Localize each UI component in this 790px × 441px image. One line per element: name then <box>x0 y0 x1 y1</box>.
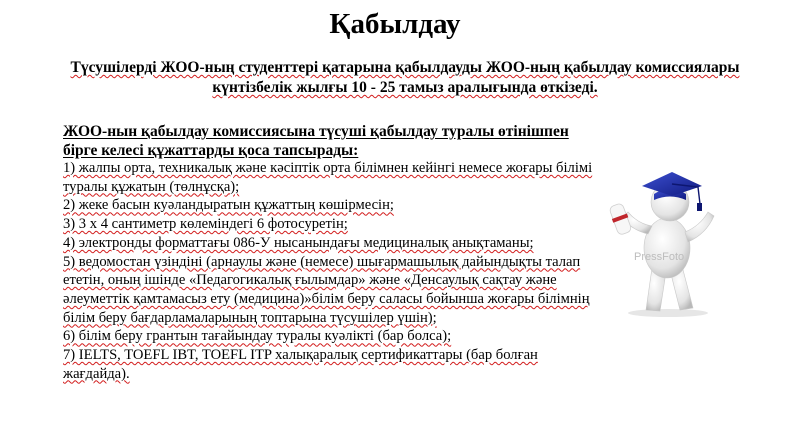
intro-text: Түсушілерді ЖОО-ның студенттері қатарына қабылдауды ЖОО-ның қабылдау комиссиялары күнтізбелік жылғы 10 - 25 тамыз аралығында өткізеді. <box>70 59 740 96</box>
intro-paragraph <box>60 58 750 98</box>
documents-heading: ЖОО-нын қабылдау комиссиясына түсуші қабылдау туралы өтінішпен бірге келесі құжаттарды қоса тапсырады: <box>63 123 569 159</box>
page-title: Қабылдау <box>329 8 461 40</box>
watermark-text: PressFoto <box>634 251 685 263</box>
list-item: 7) IELTS, TOEFL IBT, TOEFL ITP халықаралық сертификаттары (бар болған жағдайда). <box>63 347 538 382</box>
list-item: 5) ведомостан үзіндіні (арнаулы және (немесе) шығармашылық дайындықты талап ететін, оның ішінде «Педагогикалық ғылымдар» және «Денсаулық сақтау және әлеуметтік қамтамасыз ету (медицина)»білім беру саласы бойынша жоғары білімнің білім беру бағдарламаларының топтарына түсушілер үшін); <box>63 253 590 326</box>
list-item: 6) білім беру грантын тағайындау туралы куәлікті (бар болса); <box>63 328 452 345</box>
list-item: 4) электронды форматтағы 086-У нысанындағы медициналық анықтаманы; <box>63 234 534 251</box>
documents-list <box>63 159 603 383</box>
list-item: 3) 3 х 4 сантиметр көлеміндегі 6 фотосуретін; <box>63 216 348 233</box>
list-item: 1) жалпы орта, техникалық және кәсіптік орта білімнен кейінгі немесе жоғары білімі туралы құжатын (төлнұсқа); <box>63 160 593 195</box>
graduate-figure-icon <box>590 160 740 320</box>
list-item: 2) жеке басын куәландыратын құжаттың көшірмесін; <box>63 197 394 214</box>
